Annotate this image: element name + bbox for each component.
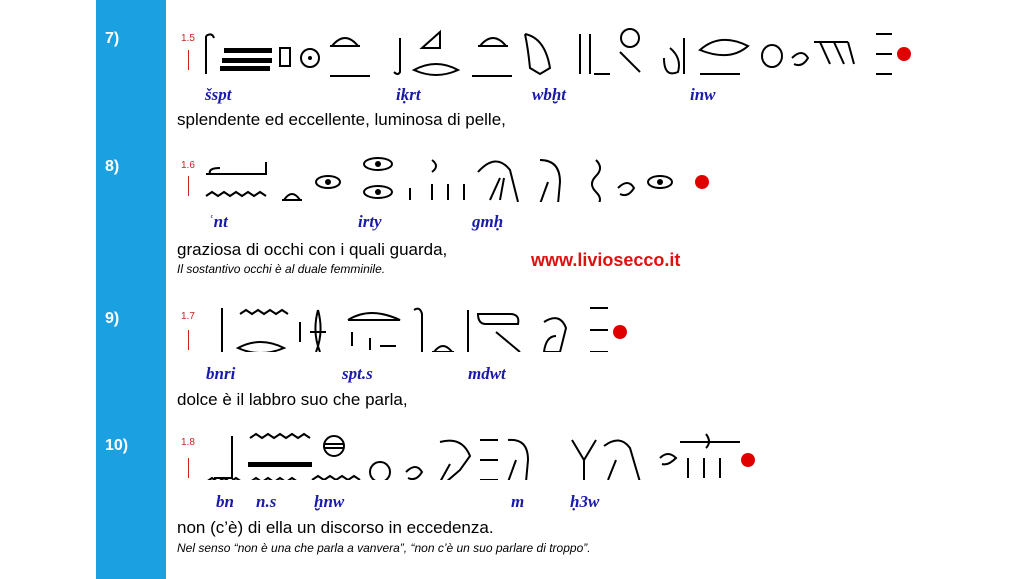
note: Nel senso “non è una che parla a vanvera”, “non c’è un suo parlare di troppo”. bbox=[177, 541, 591, 555]
reference-marker bbox=[188, 50, 189, 70]
note: Il sostantivo occhi è al duale femminile. bbox=[177, 262, 386, 276]
transliteration: mdwt bbox=[468, 364, 506, 383]
transliteration: šspt bbox=[205, 85, 232, 104]
verse-number: 9) bbox=[105, 310, 120, 327]
transliteration: irty bbox=[358, 212, 382, 231]
verse-number: 7) bbox=[105, 30, 120, 47]
transliteration: bn bbox=[216, 492, 234, 511]
reference-marker bbox=[188, 330, 189, 350]
transliteration: ʿnt bbox=[208, 212, 228, 231]
transliteration: spt.s bbox=[342, 364, 373, 383]
verse-reference: 1.5 bbox=[181, 33, 195, 44]
hieroglyph-line bbox=[200, 430, 760, 480]
verse-reference: 1.8 bbox=[181, 437, 195, 448]
transliteration: iḳrt bbox=[396, 85, 421, 104]
verse-reference: 1.6 bbox=[181, 160, 195, 171]
reference-marker bbox=[188, 176, 189, 196]
transliteration: ḫnw bbox=[314, 492, 345, 511]
translation: non (c’è) di ella un discorso in eccedenza. bbox=[177, 518, 494, 537]
verse-number: 8) bbox=[105, 158, 120, 175]
website-watermark: www.liviosecco.it bbox=[531, 250, 681, 270]
translation: dolce è il labbro suo che parla, bbox=[177, 390, 408, 409]
verse-number: 10) bbox=[105, 437, 129, 454]
transliteration: gmḥ bbox=[472, 212, 504, 231]
transliteration: wbḫt bbox=[532, 85, 567, 104]
translation: graziosa di occhi con i quali guarda, bbox=[177, 240, 448, 259]
hieroglyph-line bbox=[200, 302, 640, 352]
transliteration: m bbox=[511, 492, 525, 511]
transliteration: n.s bbox=[256, 492, 277, 511]
translation: splendente ed eccellente, luminosa di pelle, bbox=[177, 110, 506, 129]
reference-marker bbox=[188, 458, 189, 478]
verse-number-bar bbox=[96, 0, 166, 579]
hieroglyph-line bbox=[200, 152, 720, 202]
verse-reference: 1.7 bbox=[181, 311, 195, 322]
transliteration: bnri bbox=[206, 364, 236, 383]
transliteration: inw bbox=[690, 85, 716, 104]
transliteration: ḥ3w bbox=[570, 492, 600, 511]
hieroglyph-line bbox=[200, 28, 920, 78]
